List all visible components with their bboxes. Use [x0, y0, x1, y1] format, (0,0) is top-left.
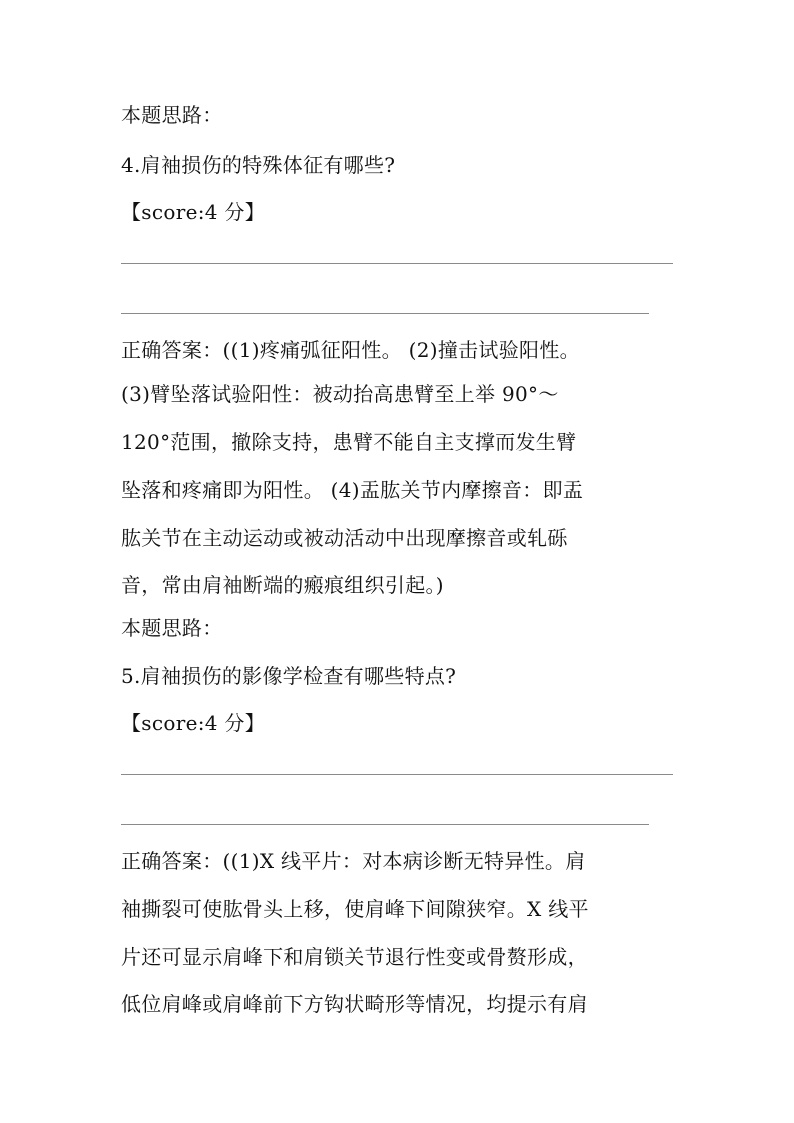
- answer-blank-line: [121, 824, 649, 825]
- thinking-label: 本题思路：: [121, 103, 223, 127]
- score-label: 【score:4 分】: [121, 200, 266, 224]
- answer-text-line: (3)臂坠落试验阳性：被动抬高患臂至上举 90°～: [121, 382, 559, 406]
- answer-text-line: 低位肩峰或肩峰前下方钩状畸形等情况，均提示有肩: [121, 992, 588, 1016]
- answer-blank-line: [121, 774, 673, 775]
- answer-text-line: 片还可显示肩峰下和肩锁关节退行性变或骨赘形成，: [121, 945, 588, 969]
- answer-text-line: 正确答案：((1)X 线平片：对本病诊断无特异性。肩: [121, 849, 586, 873]
- answer-blank-line: [121, 263, 673, 264]
- answer-text-line: 120°范围，撤除支持，患臂不能自主支撑而发生臂: [121, 430, 577, 454]
- answer-text-line: 肱关节在主动运动或被动活动中出现摩擦音或轧砾: [121, 526, 568, 550]
- question-4: 4.肩袖损伤的特殊体征有哪些?: [121, 153, 396, 177]
- score-label: 【score:4 分】: [121, 711, 266, 735]
- answer-text-line: 正确答案：((1)疼痛弧征阳性。 (2)撞击试验阳性。: [121, 338, 580, 362]
- answer-blank-line: [121, 313, 649, 314]
- answer-text-line: 音，常由肩袖断端的瘢痕组织引起。): [121, 573, 444, 597]
- thinking-label: 本题思路：: [121, 616, 223, 640]
- answer-text-line: 坠落和疼痛即为阳性。 (4)盂肱关节内摩擦音：即盂: [121, 478, 584, 502]
- question-5: 5.肩袖损伤的影像学检查有哪些特点?: [121, 664, 457, 688]
- answer-text-line: 袖撕裂可使肱骨头上移，使肩峰下间隙狭窄。X 线平: [121, 897, 589, 921]
